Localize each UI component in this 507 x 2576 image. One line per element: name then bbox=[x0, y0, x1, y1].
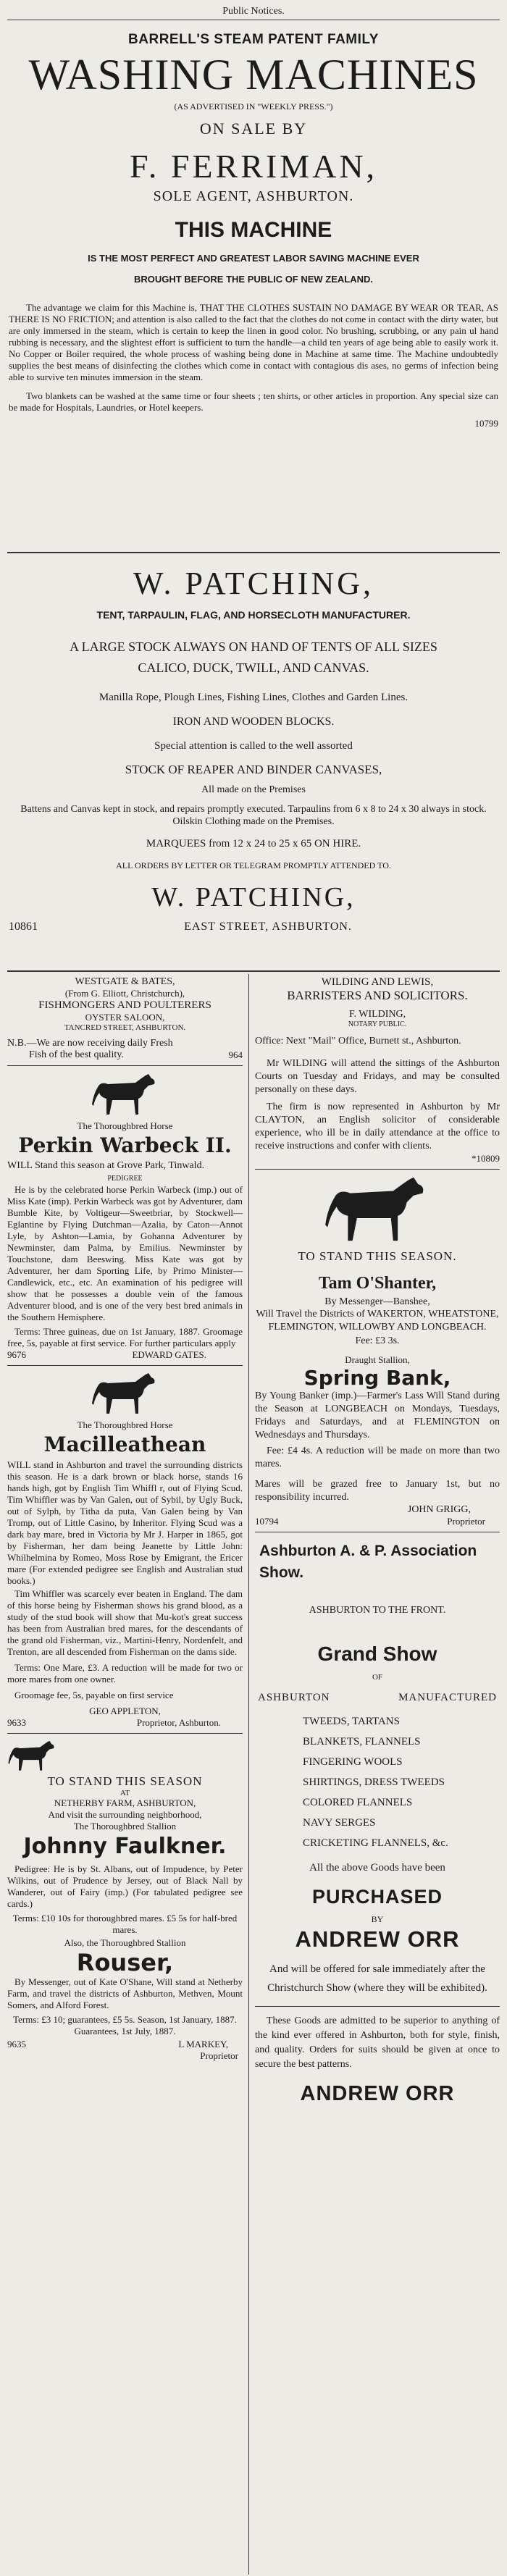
goods-list bbox=[255, 1711, 500, 1853]
ad-owner: L MARKEY, bbox=[178, 2039, 228, 2050]
ad-subheadline: THIS MACHINE bbox=[175, 218, 332, 242]
ad-ref: 9676 bbox=[7, 1349, 26, 1360]
show-ad bbox=[255, 1543, 500, 1997]
divider bbox=[7, 970, 500, 972]
horse-icon bbox=[323, 1174, 432, 1246]
ad-line: PEDIGREE bbox=[107, 1175, 143, 1183]
ad-line: NETHERBY FARM, ASHBURTON, bbox=[54, 1797, 196, 1808]
horse-name: Perkin Warbeck II. bbox=[18, 1133, 232, 1157]
right-column bbox=[255, 976, 500, 2106]
goods-item: NAVY SERGES bbox=[303, 1817, 376, 1829]
washing-machines-ad bbox=[9, 26, 498, 429]
ad-footer bbox=[7, 2039, 243, 2050]
horse-icon bbox=[91, 1372, 160, 1417]
patching-ad bbox=[9, 565, 498, 934]
ad-line: ASHBURTON TO THE FRONT. bbox=[309, 1605, 446, 1616]
ad-owner: JOHN GRIGG, bbox=[407, 1504, 471, 1515]
ad-line: Also, the Thoroughbred Stallion bbox=[64, 1937, 186, 1948]
ad-line: Proprietor bbox=[200, 2050, 238, 2061]
ad-body: The advantage we claim for this Machine is, THAT THE CLOTHES SUSTAIN NO DAMAGE BY WEAR OR TEAR, AS THERE IS NO FRICTION; and attention is also called to the fact that the clothes do not come in contact with the dirty water, but are only immersed in the steam, which is certain to keep the linen in good color. No brushing, scrubbing, or any pain ul hand rubbing is necessary, and the slightest effort is sufficient to turn the handle—a child ten years of age being able to easily work it. No Copper or Boiler required, the whole process of washing being done in Machine at same time. The Machine undoubtedly supplies the best means of disinfecting the clothes which come in contact with contagious dis ases, no germs of infection being able to survive ten minutes immersion in the steam. bbox=[9, 302, 498, 382]
ad-body: The firm is now represented in Ashburton by Mr CLAYTON, an English solicitor of considerable experience, who ill be in daily attendance at the office to receive instructions and confer with clients. bbox=[255, 1102, 500, 1151]
ad-line: By Messenger—Banshee, bbox=[324, 1296, 430, 1307]
ad-line: STOCK OF REAPER AND BINDER CANVASES, bbox=[125, 763, 382, 776]
ad-body: By Young Banker (imp.)—Farmer's Lass Will Stand during the Season at LONGBEACH on Mondays, Tuesdays, Fridays and Saturdays, and at FLEMINGTON on Wednesdays and Thursdays. bbox=[255, 1390, 500, 1440]
ad-line: WESTGATE & BATES, bbox=[75, 976, 175, 987]
macilleathean-ad bbox=[7, 1372, 243, 1729]
ad-body: Two blankets can be washed at the same time or four sheets ; ten shirts, or other articles in proportion. Any special size can be made for Hospitals, Laundries, or Hotel keepers. bbox=[9, 390, 498, 413]
orr-ad bbox=[255, 2014, 500, 2106]
ad-body: Mr WILDING will attend the sittings of the Ashburton Courts on Tuesday and Fridays, and may be consulted personally on these days. bbox=[255, 1058, 500, 1095]
ad-footer bbox=[7, 1349, 243, 1361]
ad-line: Proprietor bbox=[447, 1516, 485, 1527]
goods-item: SHIRTINGS, DRESS TWEEDS bbox=[303, 1776, 445, 1788]
ad-line: CALICO, DUCK, TWILL, AND CANVAS. bbox=[138, 660, 369, 675]
horse-name: Tam O'Shanter, bbox=[318, 1274, 437, 1293]
ad-line: MANUFACTURED bbox=[398, 1692, 497, 1703]
ad-line: IS THE MOST PERFECT AND GREATEST LABOR SAVING MACHINE EVER bbox=[88, 253, 419, 264]
ad-line: WILDING AND LEWIS, bbox=[321, 976, 434, 988]
ad-line-row bbox=[255, 1692, 500, 1704]
ad-line: F. WILDING, bbox=[348, 1009, 406, 1020]
ad-line: Draught Stallion, bbox=[345, 1354, 410, 1365]
ad-line: N.B.—We are now receiving daily Fresh bbox=[7, 1038, 173, 1049]
ad-line: BROUGHT BEFORE THE PUBLIC OF NEW ZEALAND. bbox=[133, 274, 374, 285]
left-column bbox=[7, 976, 243, 2062]
ad-line: Office: Next "Mail" Office, Burnett st., Ashburton. bbox=[255, 1036, 461, 1046]
divider bbox=[7, 552, 500, 553]
horse-name: Rouser, bbox=[76, 1949, 174, 1976]
section-header bbox=[7, 6, 500, 20]
ad-body: Terms: £10 10s for thoroughbred mares. £5 5s for half-bred mares. bbox=[12, 1913, 238, 1935]
ad-headline: W. PATCHING, bbox=[133, 566, 374, 601]
ad-footer-name: W. PATCHING, bbox=[151, 882, 356, 912]
ad-line: ALL ORDERS BY LETTER OR TELEGRAM PROMPTLY ATTENDED TO. bbox=[116, 860, 391, 870]
divider bbox=[7, 1733, 243, 1734]
ad-line: (From G. Elliott, Christchurch), bbox=[64, 988, 185, 999]
ad-body: These Goods are admitted to be superior to anything of the kind ever offered in Ashburton, both for style, finish, and quality. Orders for suits should be given at once to secure the best patterns. bbox=[255, 2015, 500, 2070]
goods-item: BLANKETS, FLANNELS bbox=[303, 1736, 421, 1748]
merchant-name: ANDREW ORR bbox=[300, 2082, 455, 2105]
westgate-ad bbox=[7, 976, 243, 1061]
ad-line: The Thoroughbred Horse bbox=[77, 1419, 173, 1430]
ad-line: (AS ADVERTISED IN "WEEKLY PRESS.") bbox=[174, 101, 333, 112]
agent-name: F. FERRIMAN, bbox=[129, 148, 378, 185]
perkin-ad bbox=[7, 1073, 243, 1361]
ad-body: Pedigree: He is by St. Albans, out of Impudence, by Peter Wilkins, out of Prudence by Jersey, out of Black Nall by Wanderer, out of Fairy (imp.) (For tabulated pedigree see cards.) bbox=[7, 1863, 243, 1909]
ad-footer bbox=[7, 1049, 243, 1061]
tam-oshanter-ad bbox=[255, 1174, 500, 1527]
ad-body: WILL stand in Ashburton and travel the surrounding districts this season. He is a dark brown or black horse, stands 16 hands high, got by English Tim Whiffl r, out of Flying Scud. Tim Whiffler was by Van Galen, out of Sybil, by Ugly Buck, out of Sylph, by Titha da puta, Van Galen being by Van Tromp, out of Little Casino, by Inheritor. Flying Scud was a dark bay mare, bred in Victoria by Mr J. Harper in 1865, got by Fisherman, her dam being Jeanette by Little John: Whilhelmina by Romeo, Moss Rose by Emigrant, the Ericer mare (For extended pedigree see English and Australian stud books.) bbox=[7, 1459, 243, 1586]
johnny-faulkner-ad bbox=[7, 1738, 243, 2062]
ad-line: TO STAND THIS SEASON bbox=[47, 1774, 203, 1788]
horse-name: Spring Bank, bbox=[303, 1366, 451, 1390]
ad-footer bbox=[255, 1516, 500, 1527]
column-divider bbox=[248, 974, 249, 2575]
ad-line: IRON AND WOODEN BLOCKS. bbox=[172, 716, 335, 728]
ad-line: Fish of the best quality. bbox=[29, 1049, 124, 1060]
ad-body: And will be offered for sale immediately after the Christchurch Show (where they will be exhibited). bbox=[267, 1963, 487, 1994]
ad-line: The Thoroughbred Stallion bbox=[73, 1821, 177, 1832]
ad-line: Manilla Rope, Plough Lines, Fishing Lines, Clothes and Garden Lines. bbox=[99, 692, 408, 703]
ad-headline: WASHING MACHINES bbox=[28, 51, 479, 98]
ad-line: And visit the surrounding neighborhood, bbox=[48, 1809, 202, 1820]
ad-body: By Messenger, out of Kate O'Shane, Will stand at Netherby Farm, and travel the districts of Ashburton, Methven, Mount Somers, and Alford Forest. bbox=[7, 1976, 243, 2010]
goods-item: COLORED FLANNELS bbox=[303, 1797, 413, 1808]
horse-icon bbox=[91, 1073, 160, 1117]
ad-line: BARRISTERS AND SOLICITORS. bbox=[287, 989, 468, 1002]
ad-footer bbox=[7, 1717, 243, 1729]
section-title: Public Notices. bbox=[222, 6, 285, 17]
agent-title: SOLE AGENT, ASHBURTON. bbox=[153, 188, 354, 204]
ad-ref: 9635 bbox=[7, 2039, 26, 2050]
horse-name: Macilleathean bbox=[43, 1432, 206, 1456]
ad-body: Terms: Three guineas, due on 1st January, 1887. Groomage free, 5s, payable at first service. For further particulars apply bbox=[7, 1326, 243, 1348]
ad-ref: 964 bbox=[228, 1049, 243, 1060]
ad-body: Groomage fee, 5s, payable on first service bbox=[14, 1690, 174, 1700]
ad-body: Mares will be grazed free to January 1st, but no responsibility incurred. bbox=[255, 1479, 500, 1503]
ad-body: Will Travel the Districts of WAKERTON, WHEATSTONE, FLEMINGTON, WILLOWBY AND LONGBEACH. bbox=[256, 1309, 499, 1333]
goods-item: CRICKETING FLANNELS, &c. bbox=[303, 1837, 448, 1849]
ad-headline: Ashburton A. & P. Association bbox=[259, 1543, 477, 1559]
horse-name: Johnny Faulkner. bbox=[23, 1834, 227, 1859]
ad-owner: EDWARD GATES. bbox=[132, 1349, 206, 1360]
ad-subheadline: Grand Show bbox=[317, 1642, 437, 1665]
ad-line: BY bbox=[371, 1914, 384, 1924]
ad-line: Special attention is called to the well assorted bbox=[154, 740, 353, 752]
ad-subheadline: PURCHASED bbox=[311, 1886, 443, 1908]
divider bbox=[255, 1169, 500, 1170]
ad-body: Tim Whiffler was scarcely ever beaten in England. The dam of this horse being by Fisherman shows his grand blood, as a study of the stud book will show that Mu-kot's great success has been from Australian bred mares, for the descendants of the grand old Fisherman, viz., Martini-Henry, Nordenfelt, and Trenton, are all descended from Fisherman on the dams side. bbox=[7, 1588, 243, 1657]
ad-line: Proprietor, Ashburton. bbox=[136, 1717, 221, 1728]
ad-ref: 10794 bbox=[255, 1516, 279, 1527]
ad-body: Fee: £4 4s. A reduction will be made on more than two mares. bbox=[255, 1446, 500, 1469]
ad-ref: 9633 bbox=[7, 1717, 26, 1728]
ad-body: Battens and Canvas kept in stock, and repairs promptly executed. Tarpaulins from 6 x 8 to 24 x 30 always in stock. Oilskin Clothing made on the Premises. bbox=[20, 804, 487, 827]
goods-item: TWEEDS, TARTANS bbox=[303, 1716, 400, 1727]
ad-body: Terms: One Mare, £3. A reduction will be made for two or more mares from one owner. bbox=[7, 1662, 243, 1685]
ad-line: A LARGE STOCK ALWAYS ON HAND OF TENTS OF ALL SIZES bbox=[70, 639, 437, 654]
ad-ref: *10809 bbox=[472, 1153, 500, 1164]
ad-line: FISHMONGERS AND POULTERERS bbox=[38, 999, 211, 1011]
ad-body: Terms: £3 10; guarantees, £5 5s. Season, 1st January, 1887. Guarantees, 1st July, 1887. bbox=[13, 2014, 237, 2036]
horse-icon bbox=[7, 1738, 58, 1774]
ad-footer bbox=[9, 920, 498, 934]
ad-line: TO STAND THIS SEASON. bbox=[298, 1249, 457, 1263]
ad-line: OYSTER SALOON, bbox=[85, 1012, 165, 1023]
ad-ref: 10799 bbox=[474, 418, 498, 429]
ad-line: TANCRED STREET, ASHBURTON. bbox=[64, 1023, 186, 1032]
ad-line: MARQUEES from 12 x 24 to 25 x 65 ON HIRE. bbox=[146, 838, 361, 849]
ad-headline: Show. bbox=[259, 1564, 304, 1581]
goods-item: FINGERING WOOLS bbox=[303, 1756, 403, 1768]
divider bbox=[7, 1365, 243, 1366]
ad-line: WILL Stand this season at Grove Park, Tinwald. bbox=[7, 1160, 205, 1171]
merchant-name: ANDREW ORR bbox=[295, 1926, 460, 1952]
ad-line: Fee: £3 3s. bbox=[355, 1335, 400, 1346]
divider bbox=[255, 2006, 500, 2007]
wilding-ad bbox=[255, 976, 500, 1165]
ad-line: The Thoroughbred Horse bbox=[77, 1120, 173, 1131]
ad-line: All the above Goods have been bbox=[309, 1862, 445, 1874]
ad-body: He is by the celebrated horse Perkin Warbeck (imp.) out of Miss Kate (imp). Perkin Warbeck was got by Adventurer, dam Bumble Kite, by Voltigeur—Sweetbriar, by Stockwell—Eglantine by Flying Dutchman—Azalia, by Caton—Annot Lyle, by Ashton—Lamia, by Gohanna Adventurer by Newminster, dam Palma, by Emilius. Newminster by Touchstone, dam Beeswing. Miss Kate was got by Adventurer, her dam Sporting Life, by Primo Minister—Candlewick, etc., etc. An examination of his pedigree will show that he possesses a double vein of the famous Adventurer blood, and is one of the very best bred animals in the Southern Hemisphere. bbox=[7, 1184, 243, 1322]
ad-line: ON SALE BY bbox=[199, 119, 308, 138]
ad-line: AT bbox=[120, 1789, 130, 1797]
ad-line: NOTARY PUBLIC. bbox=[348, 1020, 407, 1028]
ad-address: EAST STREET, ASHBURTON. bbox=[184, 920, 352, 933]
ad-line: All made on the Premises bbox=[201, 784, 306, 795]
ad-line: BARRELL'S STEAM PATENT FAMILY bbox=[128, 32, 379, 47]
ad-line: ASHBURTON bbox=[258, 1692, 330, 1703]
ad-ref: 10861 bbox=[9, 920, 38, 933]
ad-owner: GEO APPLETON, bbox=[89, 1706, 161, 1716]
ad-line: TENT, TARPAULIN, FLAG, AND HORSECLOTH MANUFACTURER. bbox=[96, 609, 411, 621]
ad-line: OF bbox=[372, 1673, 383, 1682]
